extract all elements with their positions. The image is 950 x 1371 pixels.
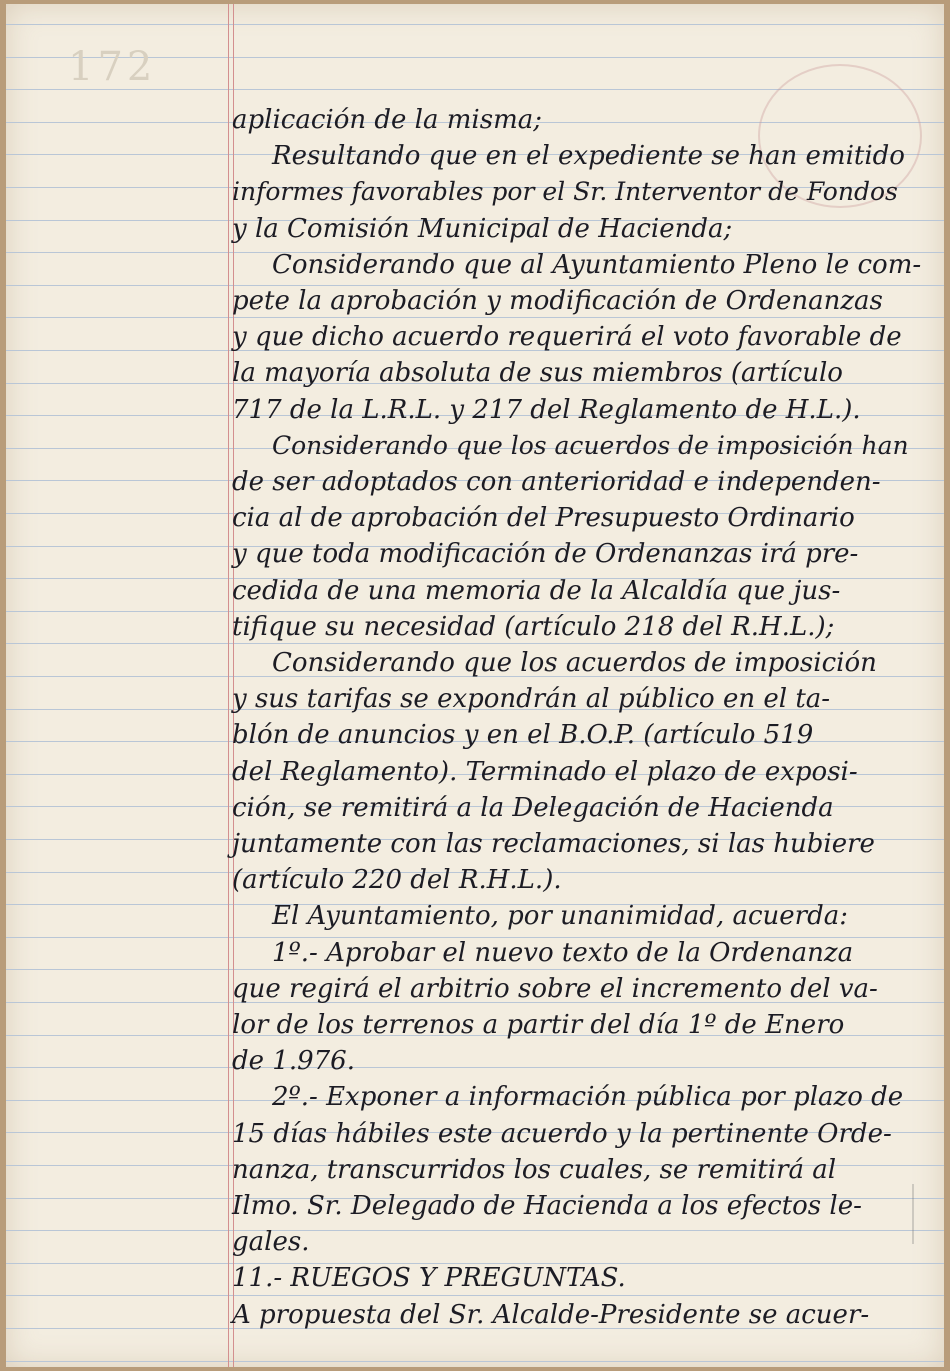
text-line: lor de los terrenos a partir del día 1º de Enero bbox=[232, 1010, 845, 1040]
text-line: El Ayuntamiento, por unanimidad, acuerda: bbox=[272, 901, 848, 931]
text-line: gales. bbox=[232, 1227, 310, 1257]
binding-mark bbox=[912, 1184, 938, 1244]
text-line: ción, se remitirá a la Delegación de Hacienda bbox=[232, 793, 834, 823]
text-line: y que dicho acuerdo requerirá el voto favorable de bbox=[232, 322, 902, 352]
text-line: 1º.- Aprobar el nuevo texto de la Ordenanza bbox=[272, 938, 854, 968]
text-line: de 1.976. bbox=[232, 1046, 355, 1076]
text-line: tifique su necesidad (artículo 218 del R.H.L.); bbox=[232, 612, 835, 642]
notebook-page bbox=[6, 4, 944, 1367]
text-line: que regirá el arbitrio sobre el incremento del va- bbox=[232, 974, 878, 1004]
text-line: de ser adoptados con anterioridad e independen- bbox=[232, 467, 881, 497]
text-line: cedida de una memoria de la Alcaldía que jus- bbox=[232, 576, 841, 606]
text-line: (artículo 220 del R.H.L.). bbox=[232, 865, 562, 895]
text-line: cia al de aprobación del Presupuesto Ordinario bbox=[232, 503, 855, 533]
text-line: blón de anuncios y en el B.O.P. (artículo 519 bbox=[232, 720, 814, 750]
text-line: 717 de la L.R.L. y 217 del Reglamento de H.L.). bbox=[232, 395, 861, 425]
page-number: 172 bbox=[68, 44, 157, 90]
text-line: Considerando que al Ayuntamiento Pleno le com- bbox=[272, 250, 922, 280]
text-line: Ilmo. Sr. Delegado de Hacienda a los efectos le- bbox=[232, 1191, 862, 1221]
text-line: A propuesta del Sr. Alcalde-Presidente se acuer- bbox=[232, 1300, 870, 1330]
ruled-line bbox=[6, 24, 944, 25]
text-line: pete la aprobación y modificación de Ordenanzas bbox=[232, 286, 883, 316]
text-line: y la Comisión Municipal de Hacienda; bbox=[232, 214, 733, 244]
text-line: 15 días hábiles este acuerdo y la pertinente Orde- bbox=[232, 1119, 892, 1149]
text-line: nanza, transcurridos los cuales, se remitirá al bbox=[232, 1155, 837, 1185]
text-line: la mayoría absoluta de sus miembros (artículo bbox=[232, 358, 843, 388]
text-line: y que toda modificación de Ordenanzas irá pre- bbox=[232, 539, 859, 569]
text-line: aplicación de la misma; bbox=[232, 105, 542, 135]
text-line: Considerando que los acuerdos de imposición han bbox=[272, 431, 909, 460]
text-line: Considerando que los acuerdos de imposición bbox=[272, 648, 877, 678]
text-line: del Reglamento). Terminado el plazo de exposi- bbox=[232, 757, 858, 787]
ruled-line bbox=[6, 1361, 944, 1362]
text-line: y sus tarifas se expondrán al público en el ta- bbox=[232, 684, 831, 714]
text-line: informes favorables por el Sr. Interventor de Fondos bbox=[232, 177, 898, 206]
text-line: juntamente con las reclamaciones, si las hubiere bbox=[232, 829, 875, 859]
margin-line bbox=[228, 4, 229, 1367]
text-line: 2º.- Exponer a información pública por plazo de bbox=[272, 1082, 904, 1112]
text-line: Resultando que en el expediente se han emitido bbox=[272, 141, 905, 171]
text-line: 11.- RUEGOS Y PREGUNTAS. bbox=[232, 1263, 626, 1293]
